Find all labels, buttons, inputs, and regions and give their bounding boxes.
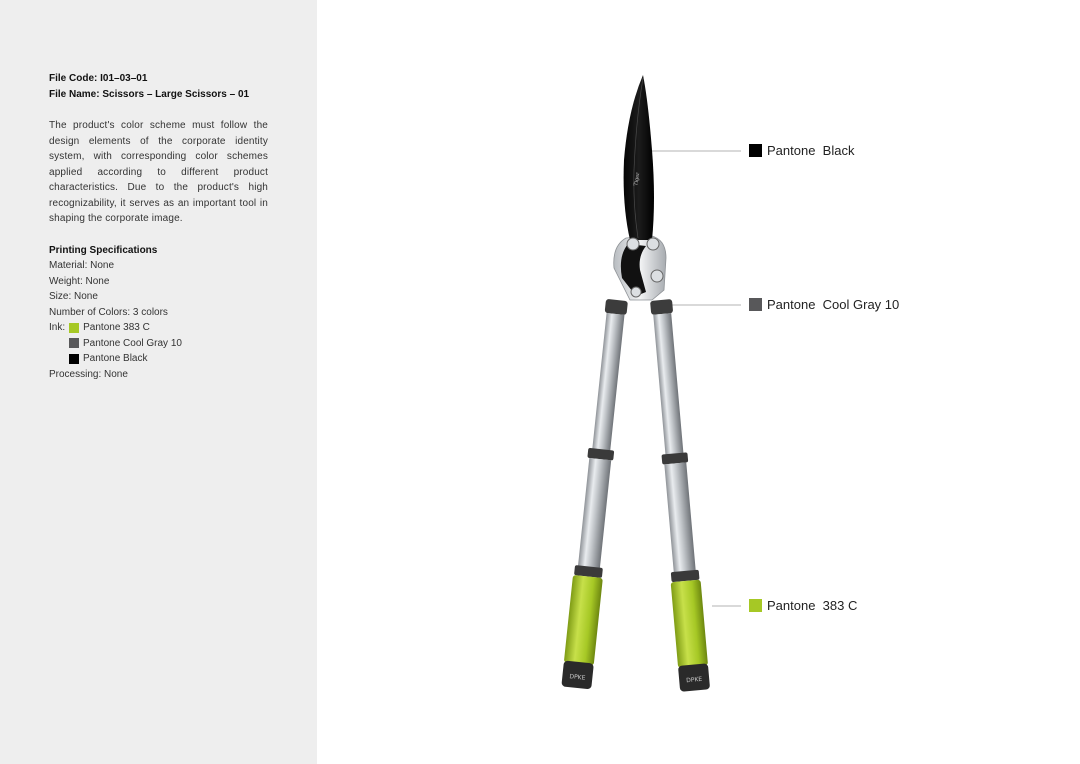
spec-colors: Number of Colors: 3 colors xyxy=(49,306,168,318)
left-grip xyxy=(564,575,603,666)
callout-gray xyxy=(749,297,899,312)
callout-swatch-green xyxy=(749,599,762,612)
right-ferrule-top xyxy=(650,299,673,315)
left-tube-lower xyxy=(578,458,611,570)
callout-label-black: Pantone Black xyxy=(767,143,855,158)
spec-weight: Weight: None xyxy=(49,275,110,287)
ink-name-2: Pantone Cool Gray 10 xyxy=(83,337,182,349)
file-name: File Name: Scissors – Large Scissors – 01 xyxy=(49,88,250,100)
right-tube-lower xyxy=(664,462,696,573)
bolt-top-left xyxy=(627,238,639,250)
spec-processing: Processing: None xyxy=(49,368,128,380)
spec-material: Material: None xyxy=(49,260,115,271)
ink-name-1: Pantone 383 C xyxy=(83,322,150,333)
file-code: File Code: I01–03–01 xyxy=(49,73,148,84)
left-tube-upper xyxy=(592,313,624,452)
right-tube-upper xyxy=(653,313,683,456)
right-grip xyxy=(671,580,708,668)
left-handle xyxy=(561,298,632,689)
bolt-lower xyxy=(631,287,641,297)
right-grip-mark: DPKE xyxy=(685,675,703,685)
ink-label: Ink: xyxy=(49,322,66,333)
callout-swatch-black xyxy=(749,144,762,157)
blade xyxy=(624,75,654,240)
spec-size: Size: None xyxy=(49,291,98,302)
description: The product's color scheme must follow the design elements of the corporate identity system, with corresponding color schemes applied according to different product characteristics. Due to the product's high recognizability, it serves as an important tool in shaping the corporate image. xyxy=(49,120,268,224)
callout-label-gray: Pantone Cool Gray 10 xyxy=(767,297,900,312)
ink-name-3: Pantone Black xyxy=(83,353,148,364)
bolt-top-right xyxy=(647,238,659,250)
blade-mark: Tiger xyxy=(633,172,642,187)
left-grip-mark: DPKE xyxy=(569,673,586,682)
callout-swatch-gray xyxy=(749,298,762,311)
callout-label-green: Pantone 383 C xyxy=(767,598,858,613)
spec-title: Printing Specifications xyxy=(49,244,158,256)
callout-black xyxy=(749,143,854,158)
callout-green xyxy=(749,598,857,613)
left-ferrule-top xyxy=(605,299,628,315)
bolt-pivot xyxy=(651,270,663,282)
right-handle xyxy=(646,299,710,692)
